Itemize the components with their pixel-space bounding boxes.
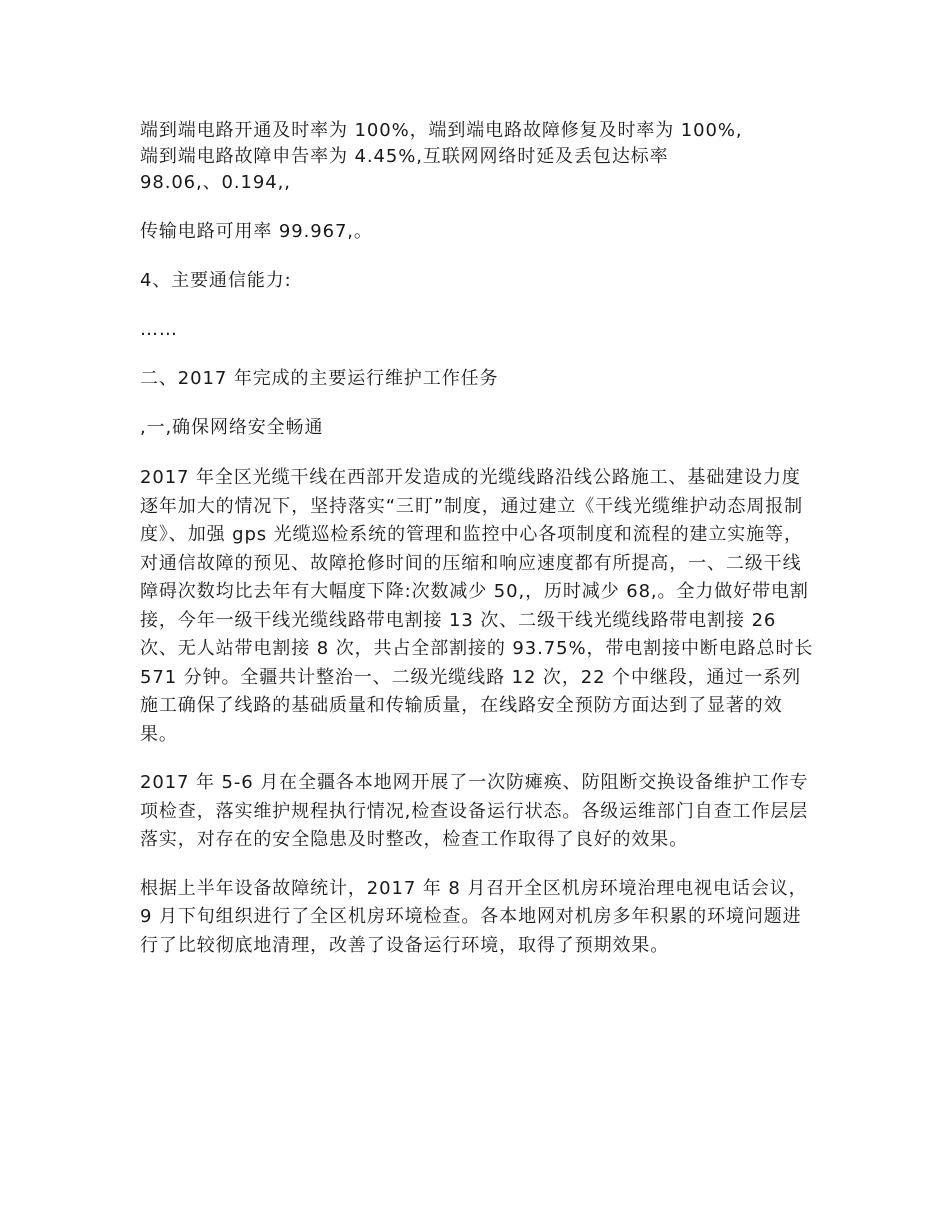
paragraph-switch-inspection: 2017 年 5-6 月在全疆各本地网开展了一次防瘫痪、防阻断交换设备维护工作专项检查，落实维护规程执行情况,检查设备运行状态。各级运维部门自查工作层层落实，对存在的安全隐患及时整改，检查工作取得了良好的效果。 — [140, 772, 809, 850]
intro-paragraph — [140, 118, 815, 196]
subheading-network-safety: ,一,确保网络安全畅通 — [140, 417, 324, 438]
intro-line-1: 端到端电路开通及时率为 100%，端到端电路故障修复及时率为 100%, — [140, 120, 743, 141]
section-4-heading: 4、主要通信能力: — [140, 270, 292, 291]
paragraph-fiber-maintenance: 2017 年全区光缆干线在西部开发造成的光缆线路沿线公路施工、基础建设力度逐年加大的情况下，坚持落实“三盯”制度，通过建立《干线光缆维护动态周报制度》、加强 gps 光缆巡检系统的管理和监控中心各项制度和流程的建立实施等，对通信故障的预见、故障抢修时间的压缩和响应速度都有所提高，一、二级干线障碍次数均比去年有大幅度下降:次数减少 50,，历时减少 68,。全力做好带电割接，今年一级干线光缆线路带电割接 13 次、二级干线光缆线路带电割接 26 次、无人站带电割接 8 次，共占全部割接的 93.75%，带电割接中断电路总时长 571 分钟。全疆共计整治一、二级光缆线路 12 次，22 个中继段，通过一系列施工确保了线路的基础质量和传输质量，在线路安全预防方面达到了显著的效果。 — [140, 467, 814, 745]
availability-line: 传输电路可用率 99.967,。 — [140, 221, 373, 242]
ellipsis-line: …… — [140, 319, 178, 340]
intro-line-2: 端到端电路故障申告率为 4.45%,互联网网络时延及丢包达标率 — [140, 146, 669, 167]
paragraph-machine-room: 根据上半年设备故障统计，2017 年 8 月召开全区机房环境治理电视电话会议，9 月下旬组织进行了全区机房环境检查。各本地网对机房多年积累的环境问题进行了比较彻底地清理，改善了设备运行环境，取得了预期效果。 — [140, 877, 808, 956]
section-2-heading: 二、2017 年完成的主要运行维护工作任务 — [140, 368, 499, 389]
intro-line-3: 98.06,、0.194,, — [140, 172, 291, 193]
